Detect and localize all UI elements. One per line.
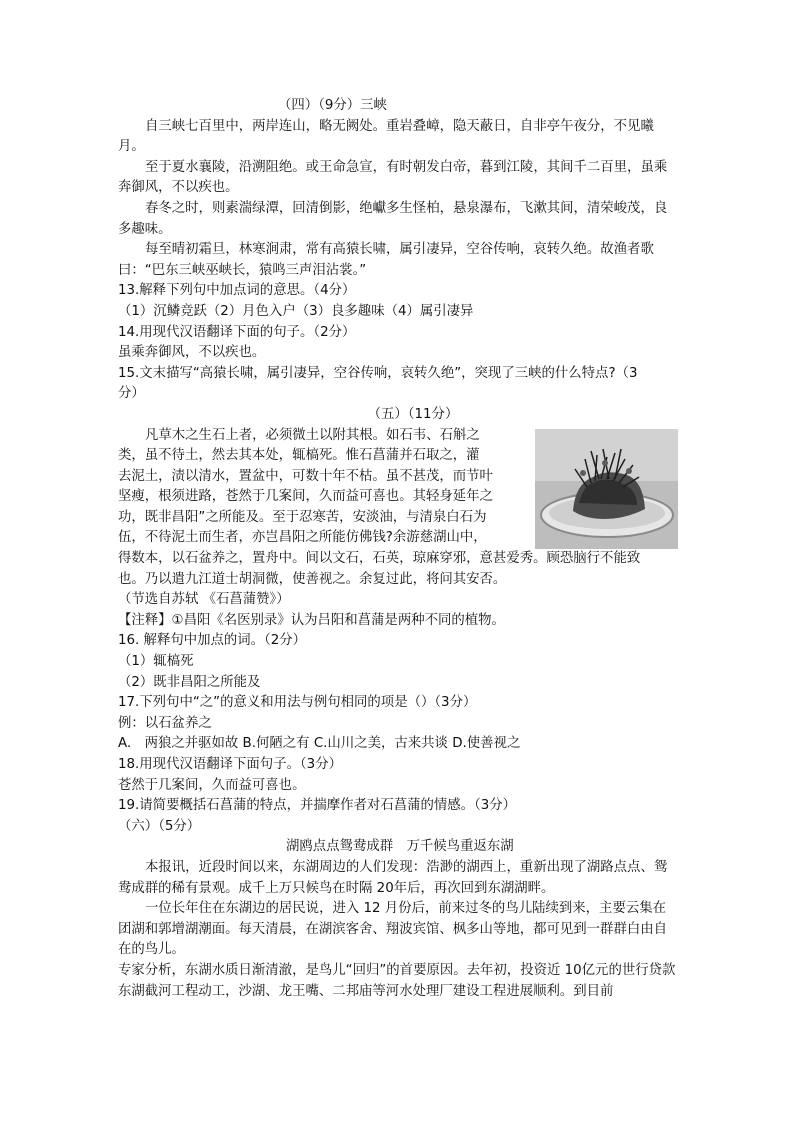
- section-6-paragraph-2: 一位长年住在东湖边的居民说，进入 12 月份后，前来过冬的鸟儿陆续到来，主要云集在团湖和郭增湖潮面。每天清晨，在湖滨客舍、翔波宾馆、枫多山等地，都可见到一群群白由自在的鸟儿。: [118, 901, 668, 958]
- question-16-item-2: （2）既非昌阳之所能及: [118, 674, 261, 690]
- section-5-passage-line-6: 伍，不待泥土而生者，亦岂昌阳之所能仿佛钱?余游慈湖山中，: [118, 530, 487, 546]
- question-15-line-1: 15.文末描写“高猿长啸，属引凄异，空谷传响，哀转久绝”，突现了三峡的什么特点?（3: [118, 365, 638, 381]
- section-5-passage-line-3: 去泥土，渍以清水，置盆中，可数十年不枯。虽不甚茂，而节叶: [118, 468, 493, 484]
- question-19: 19.请简要概括石菖蒲的特点，并揣摩作者对石菖蒲的情感。（3分）: [118, 798, 517, 814]
- section-5-passage-line-4: 坚瘦，根须进路，苍然于几案间，久而益可喜也。其轻身延年之: [118, 489, 493, 505]
- section-6-paragraph-3: 专家分析，东湖水质日渐清澈，是鸟儿“回归”的首要原因。去年初，投资近 10亿元的世行贷款东湖截河工程动工，沙湖、龙王嘴、二邦庙等河水处理厂建设工程进展顺利。到目前: [118, 962, 676, 999]
- question-13-items: （1）沉鳞竞跃（2）月色入户（3）良多趣味（4）属引凄异: [118, 303, 474, 319]
- section-5-title: （五）（11分）: [367, 406, 459, 422]
- section-6-title: （六）（5分）: [118, 818, 201, 834]
- question-18: 18.用现代汉语翻译下面句子。（3分）: [118, 757, 342, 772]
- question-14-sentence: 虽乘奔御风，不以疾也。: [118, 345, 266, 361]
- section-5-passage-line-7: 得数本，以石盆养之，置舟中。间以文石，石英，琼麻穿邪，意甚爱秀。顾恐脑行不能致: [118, 551, 641, 567]
- question-16: 16. 解释句中加点的词。（2分）: [118, 633, 307, 649]
- section-4-paragraph-4: 每至晴初霜旦，林寒涧肃，常有高猿长啸，属引凄异，空谷传响，哀转久绝。故渔者歌曰：“巴东三峡巫峡长，猿鸣三声泪沾裳。”: [118, 242, 654, 278]
- question-17-options: A. 两狼之并驱如故 B.何陋之有 C.山川之美，古来共谈 D.使善视之: [118, 736, 521, 752]
- section-5-passage-line-2: 类，虽不待土，然去其本处，辄槁死。惟石菖蒲并石取之，灌: [118, 448, 480, 464]
- section-5-passage-line-5: 功，既非昌阳”之所能及。至于忍寒苦，安淡油，与清泉白石为: [118, 509, 487, 525]
- section-5-source: （节选自苏轼 《石菖蒲赞》）: [118, 592, 290, 608]
- section-4-title: （四）（9分）三峡: [278, 98, 387, 113]
- question-13: 13.解释下列句中加点词的意思。（4分）: [118, 283, 356, 299]
- section-6-paragraph-1: 本报讯，近段时间以来，东湖周边的人们发现：浩渺的湖西上，重新出现了湖路点点、鸳鸯成群的稀有景观。成千上万只候鸟在时隔 20年后，再次回到东湖湖畔。: [118, 859, 668, 896]
- question-17: 17.下列句中“之”的意义和用法与例句相同的项是（）（3分）: [118, 695, 477, 711]
- section-5-note: 【注释】①昌阳《名医别录》认为吕阳和菖蒲是两种不同的植物。: [118, 612, 505, 628]
- question-16-item-1: （1）辄槁死: [118, 654, 194, 670]
- section-4-paragraph-3: 春冬之时，则素湍绿潭，回清倒影，绝巘多生怪柏，悬泉瀑布，飞漱其间，清荣峻茂，良多趣味。: [118, 200, 668, 237]
- question-18-sentence: 苍然于几案间，久而益可喜也。: [118, 777, 306, 793]
- section-4-paragraph-2: 至于夏水襄陵，沿溯阻绝。或王命急宣，有时朝发白帝，暮到江陵，其间千二百里，虽乘奔御风，不以疾也。: [118, 159, 668, 196]
- section-5-passage-line-1: 凡草木之生石上者，必须微土以附其根。如石韦、石斛之: [145, 427, 480, 443]
- section-5-passage-line-8: 也。乃以遣九江道士胡洞微，使善视之。余复过此，将问其安否。: [118, 571, 507, 587]
- calamus-stone-plate-photo: [535, 429, 678, 549]
- question-15-line-2: 分）: [118, 386, 145, 402]
- question-17-example: 例：以石盆养之: [118, 715, 212, 731]
- question-14: 14.用现代汉语翻译下面的句子。（2分）: [118, 324, 356, 340]
- section-4-paragraph-1: 自三峡七百里中，两岸连山，略无阙处。重岩叠嶂，隐天蔽日，自非亭午夜分，不见曦月。: [118, 118, 654, 155]
- document-page: [118, 96, 678, 1002]
- section-6-headline: 湖鸥点点鸳鸯成群 万千候鸟重返东湖: [286, 839, 514, 855]
